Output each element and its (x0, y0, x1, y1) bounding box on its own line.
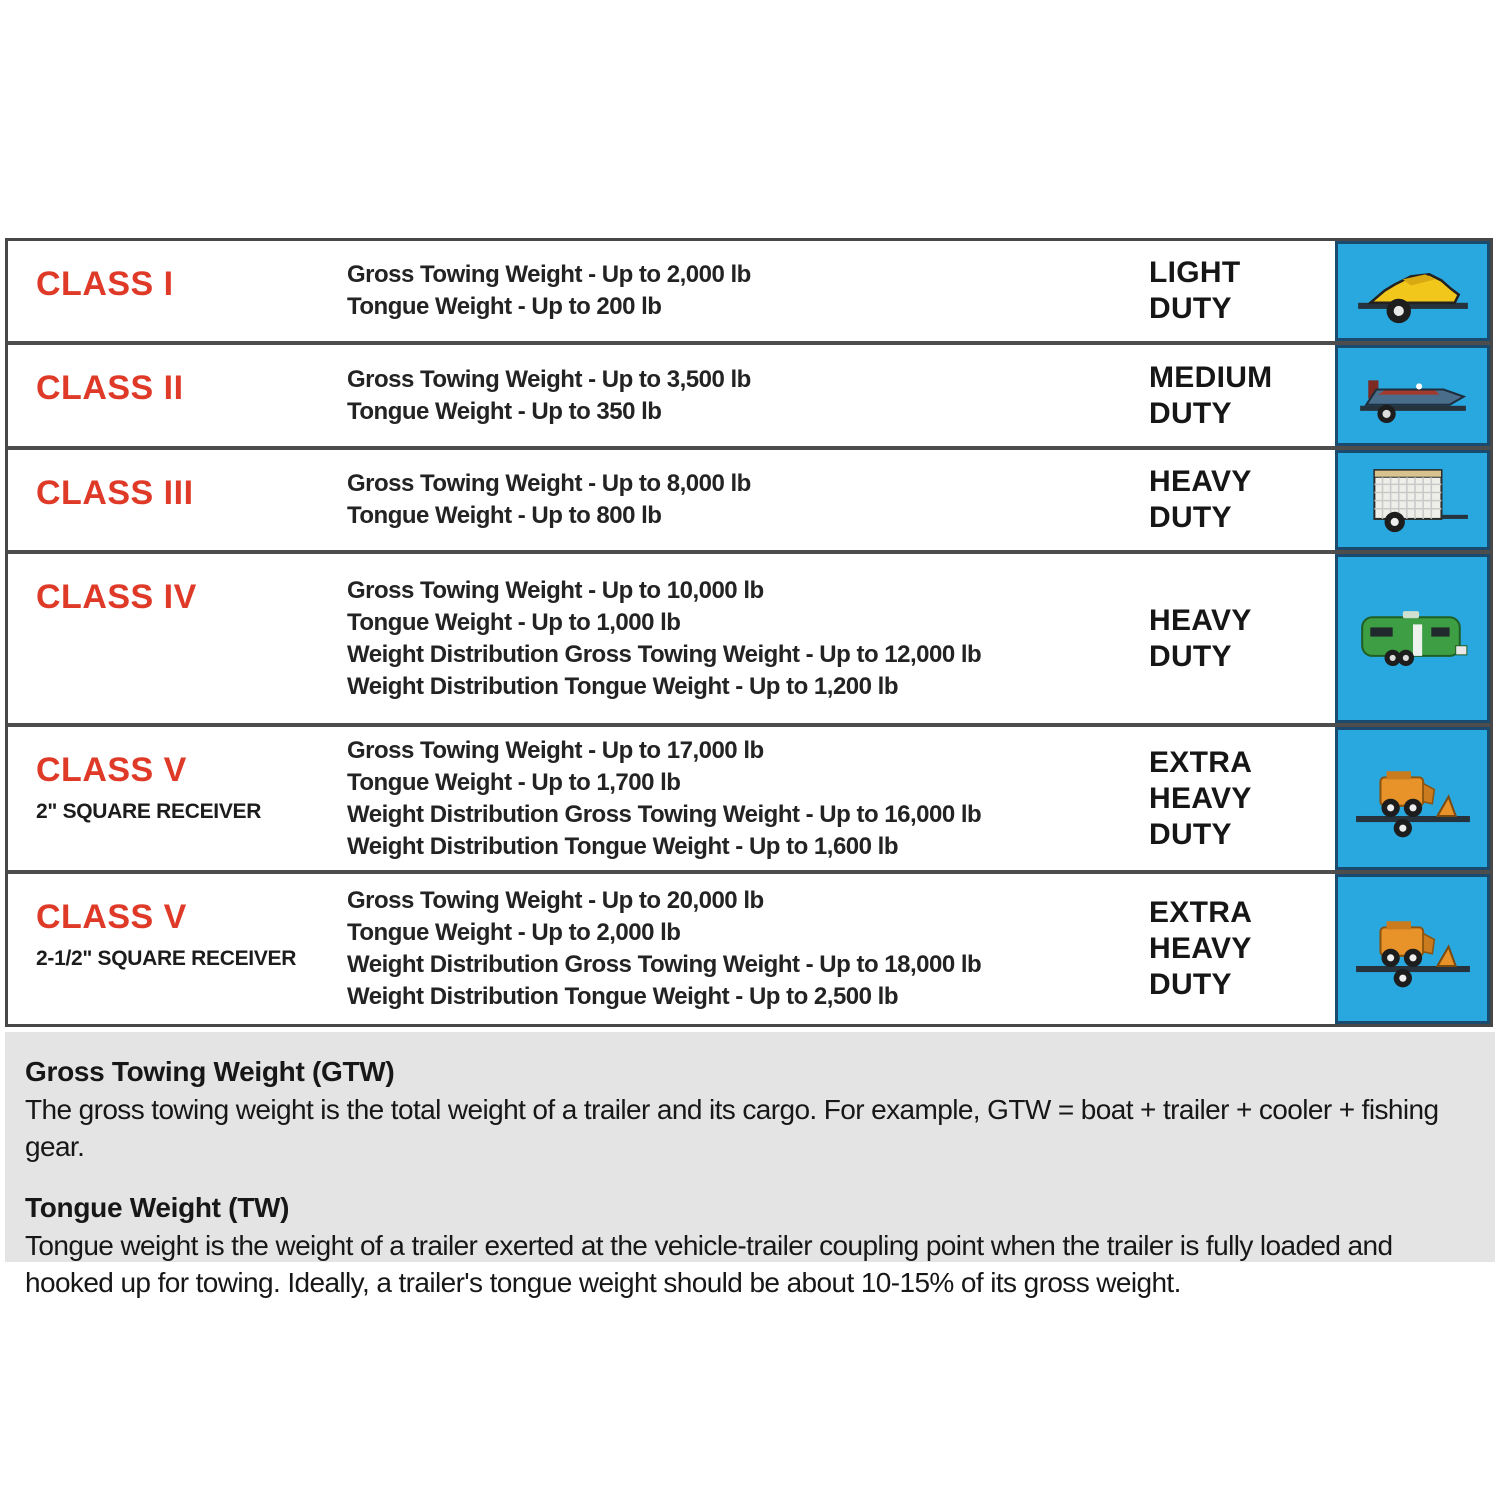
boat-trailer-icon (1352, 358, 1474, 433)
duty-rating: DUTY (1149, 968, 1232, 1001)
table-row-class-5-2half-in (8, 870, 1490, 1024)
spec-line: Gross Towing Weight - Up to 3,500 lb (347, 365, 751, 393)
icon-cell (1335, 554, 1490, 723)
duty-rating: HEAVY (1149, 932, 1252, 965)
jet-ski-trailer-icon (1352, 253, 1474, 328)
duty-rating: DUTY (1149, 501, 1232, 534)
icon-cell (1335, 727, 1490, 870)
gtw-body: The gross towing weight is the total weight of a trailer and its cargo. For example, GTW = boat + trailer + cooler + fishing gear. (25, 1094, 1439, 1162)
table-row-class-5-2in (8, 723, 1490, 870)
tw-heading: Tongue Weight (TW) (25, 1192, 290, 1223)
spec-line: Weight Distribution Tongue Weight - Up to 2,500 lb (347, 983, 898, 1010)
duty-rating: LIGHT (1149, 256, 1241, 289)
spec-line: Weight Distribution Gross Towing Weight - Up to 16,000 lb (347, 800, 982, 828)
spec-line: Weight Distribution Tongue Weight - Up to 1,200 lb (347, 672, 898, 700)
duty-rating: HEAVY (1149, 781, 1252, 815)
class-label: CLASS IV (36, 578, 197, 616)
spec-line: Gross Towing Weight - Up to 17,000 lb (347, 736, 764, 764)
spec-line: Tongue Weight - Up to 2,000 lb (347, 919, 681, 946)
spec-line: Weight Distribution Gross Towing Weight - Up to 18,000 lb (347, 951, 982, 978)
duty-rating: HEAVY (1149, 465, 1252, 498)
equipment-trailer-icon (1352, 906, 1474, 991)
duty-rating: DUTY (1149, 396, 1232, 430)
spec-line: Tongue Weight - Up to 800 lb (347, 502, 662, 529)
duty-rating: EXTRA (1149, 745, 1253, 779)
spec-line: Tongue Weight - Up to 350 lb (347, 397, 662, 425)
class-label: CLASS V (36, 751, 187, 789)
spec-line: Gross Towing Weight - Up to 8,000 lb (347, 470, 751, 497)
receiver-size-label: 2" SQUARE RECEIVER (36, 800, 262, 823)
icon-cell (1335, 874, 1490, 1024)
duty-rating: DUTY (1149, 817, 1232, 851)
table-row-class-1 (8, 241, 1490, 341)
definitions-panel (5, 1032, 1495, 1298)
hitch-class-table (5, 238, 1493, 1027)
spec-line: Tongue Weight - Up to 1,700 lb (347, 768, 681, 796)
table-row-class-4 (8, 550, 1490, 723)
spec-line: Gross Towing Weight - Up to 2,000 lb (347, 261, 751, 288)
duty-rating: DUTY (1149, 639, 1232, 673)
camper-trailer-icon (1352, 601, 1474, 676)
icon-cell (1335, 450, 1490, 550)
class-label: CLASS III (36, 474, 194, 512)
icon-cell (1335, 241, 1490, 341)
class-label: CLASS II (36, 369, 184, 407)
gtw-heading: Gross Towing Weight (GTW) (25, 1056, 395, 1087)
receiver-size-label: 2-1/2" SQUARE RECEIVER (36, 947, 297, 970)
class-label: CLASS I (36, 265, 174, 303)
gtw-definition (25, 1056, 1475, 1165)
spec-line: Tongue Weight - Up to 200 lb (347, 293, 662, 320)
spec-line: Gross Towing Weight - Up to 20,000 lb (347, 887, 764, 914)
spec-line: Tongue Weight - Up to 1,000 lb (347, 608, 681, 636)
duty-rating: DUTY (1149, 292, 1232, 325)
table-row-class-3 (8, 446, 1490, 550)
duty-rating: MEDIUM (1149, 360, 1273, 394)
equipment-trailer-icon (1352, 756, 1474, 841)
spec-line: Weight Distribution Tongue Weight - Up to 1,600 lb (347, 832, 898, 860)
class-label: CLASS V (36, 898, 187, 936)
duty-rating: EXTRA (1149, 896, 1253, 929)
table-row-class-2 (8, 341, 1490, 446)
icon-cell (1335, 345, 1490, 446)
tw-body: Tongue weight is the weight of a trailer exerted at the vehicle-trailer coupling point when the trailer is fully loaded and hooked up for towing. Ideally, a trailer's tongue weight should be about 10-15% of its gross weight. (25, 1230, 1393, 1298)
spec-line: Weight Distribution Gross Towing Weight - Up to 12,000 lb (347, 640, 982, 668)
spec-line: Gross Towing Weight - Up to 10,000 lb (347, 576, 764, 604)
tw-definition (25, 1192, 1475, 1301)
cargo-trailer-icon (1352, 462, 1474, 537)
duty-rating: HEAVY (1149, 603, 1252, 637)
